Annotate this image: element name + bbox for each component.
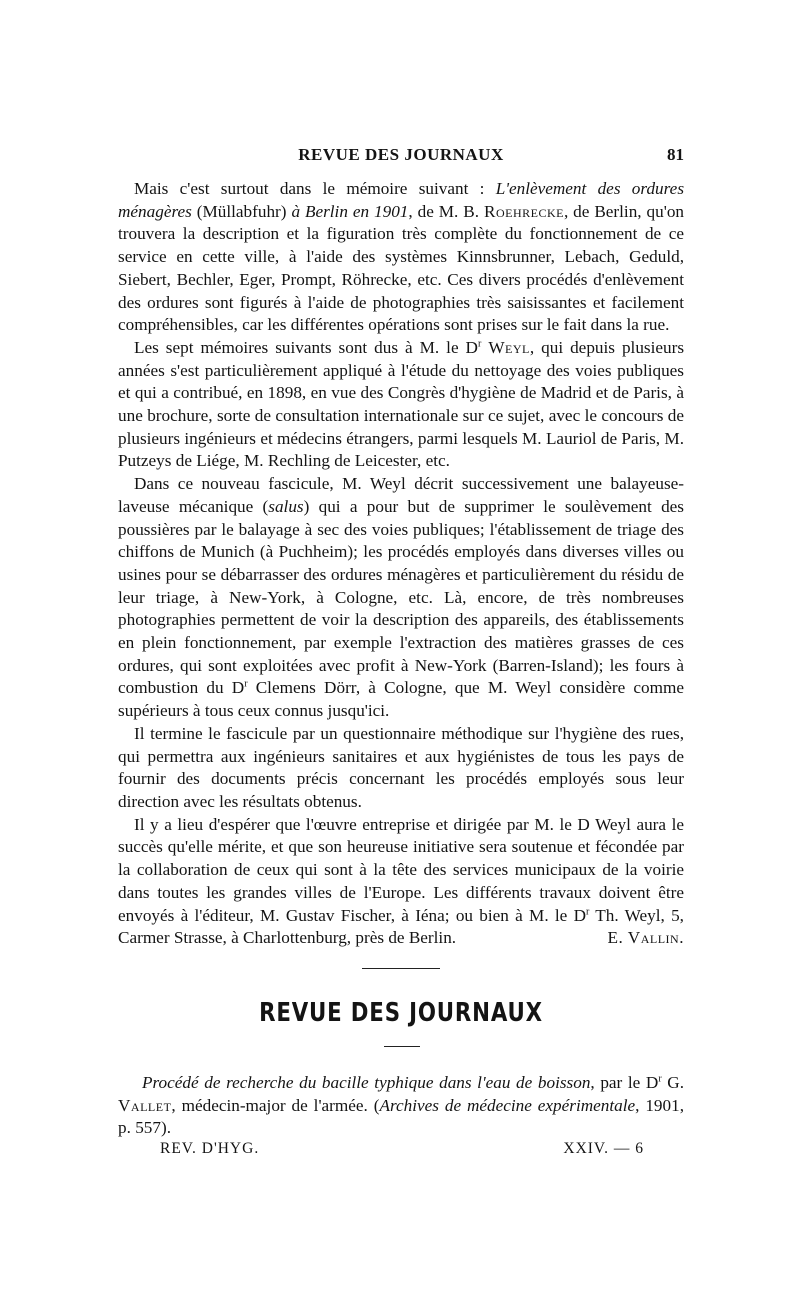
running-title: REVUE DES JOURNAUX <box>298 145 504 164</box>
running-head <box>118 145 684 167</box>
section-divider <box>362 968 440 969</box>
author-name: Vallet <box>118 1095 172 1115</box>
abstract-entry: Procédé de recherche du bacille typhique dans l'eau de boisson, par le $D^r$ G. Vallet, médecin-major de l'armée. (Archives de médecine expérimentale, 1901, p. 557). <box>118 1073 684 1138</box>
review-paragraph-3: Dans ce nouveau fascicule, M. Weyl décrit successivement une balayeuse-laveuse mécanique (salus) qui a pour but de supprimer le soulèvement des poussières par le balayage à sec des voies publiques; l'établissement de triage des chiffons de Munich (à Puchheim); les procédés employés dans diverses villes ou usines pour se débarrasser des ordures ménagères et particulièrement du résidu de leur triage, à New-York, à Cologne, etc. Là, encore, de très nombreuses photographies permettent de voir la description des appareils, des établissements en plein fonctionnement, par exemple l'extraction des matières grasses de ces ordures, qui sont exploitées avec profit à New-York (Barren-Island); les fours à combustion du $D^r$ Clemens Dörr, à Cologne, que M. Weyl considère comme supérieurs à tous ceux connus jusqu'ici. <box>118 474 684 721</box>
review-signature: E. Vallin. <box>607 928 684 948</box>
footer-journal: REV. D'HYG. <box>160 1140 260 1157</box>
cited-place-date: à Berlin en 1901 <box>291 201 409 221</box>
title-underline <box>384 1046 420 1047</box>
machine-name: salus <box>268 496 304 516</box>
abstract-title: Procédé de recherche du bacille typhique dans l'eau de boisson <box>142 1073 591 1092</box>
footer-signature-mark: XXIV. — 6 <box>563 1140 644 1157</box>
review-paragraph-2: Les sept mémoires suivants sont dus à M. le $D^r$ Weyl, qui depuis plusieurs années s'est particulièrement appliqué à l'étude du nettoyage des voies publiques et qui a contribué, en 1898, en vue des Congrès d'hygiène de Madrid et de Paris, à une brochure, sorte de consultation internationale sur ce sujet, avec le concours de plusieurs ingénieurs et médecins étrangers, parmi lesquels M. Lauriol de Paris, M. Putzeys de Liége, M. Rechling de Leicester, etc. <box>118 337 685 471</box>
book-review <box>118 178 684 950</box>
section-title: REVUE DES JOURNAUX <box>259 998 543 1028</box>
author-name: Roehrecke <box>483 201 564 221</box>
page-number: 81 <box>667 145 684 164</box>
journal-name: Archives de médecine expérimentale <box>379 1095 636 1115</box>
review-paragraph-4: Il termine le fascicule par un questionnaire méthodique sur l'hygiène des rues, qui permettra aux ingénieurs sanitaires et aux hygiénistes de tous les pays de fournir des documents précis concernant les procédés employés sous leur direction avec les résultats obtenus. <box>118 723 684 811</box>
cited-title: L'enlèvement des ordures ménagères <box>118 179 685 221</box>
author-name: Weyl <box>488 337 530 357</box>
page-footer <box>160 1140 644 1164</box>
review-paragraph-5: Il y a lieu d'espérer que l'œuvre entreprise et dirigée par M. le D Weyl aura le succès qu'elle mérite, et que son heureuse initiative sera soutenue et fécondée par la collaboration de ceux qui sont à la tête des services municipaux de la voirie dans toutes les grandes villes de l'Europe. Les différents travaux doivent être envoyés à l'éditeur, M. Gustav Fischer, à Iéna; ou bien à M. le $D^r$ Th. Weyl, 5, Carmer Strasse, à Charlottenburg, près de Berlin. E. Vallin. <box>118 814 684 950</box>
review-paragraph-1: Mais c'est surtout dans le mémoire suivant : L'enlèvement des ordures ménagères (Müllabfuhr) à Berlin en 1901, de M. B. Roehrecke, de Berlin, qu'on trouvera la description et la figuration très complète du fonctionnement de ce service en cette ville, à l'aide des systèmes Kinnsbrunner, Lebach, Geduld, Siebert, Bechler, Eger, Prompt, Röhrecke, etc. Ces divers procédés d'enlèvement des ordures sont figurés à l'aide de photographies très saisissantes et facilement compréhensibles, car les différentes opérations sont prises sur le fait dans la rue. <box>118 179 685 335</box>
